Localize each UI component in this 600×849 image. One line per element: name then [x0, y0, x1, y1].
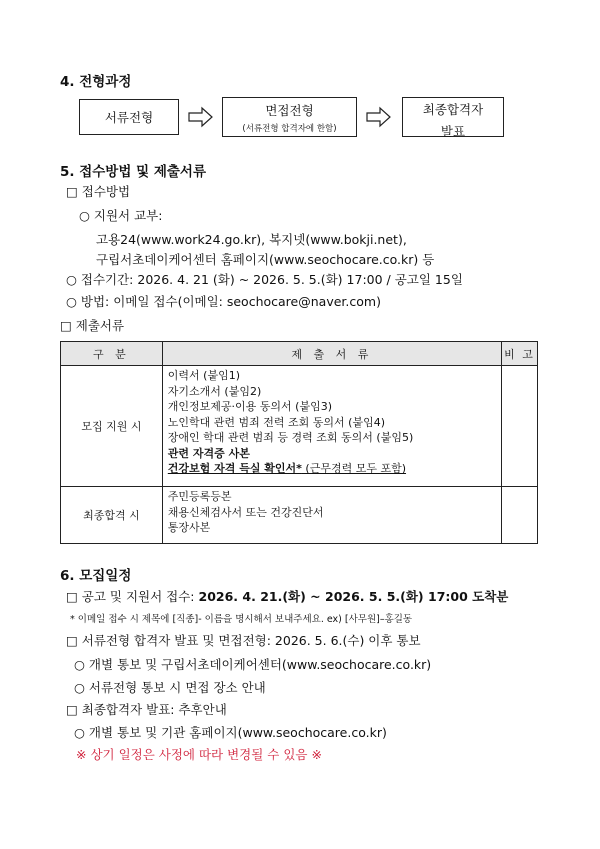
- process-step-final: [402, 97, 504, 137]
- process-step-note: (서류전형 합격자에 한함): [242, 124, 337, 134]
- schedule-document-result-sub2: ○ 서류전형 통보 시 면접 장소 안내: [74, 680, 266, 695]
- doc-item: 장애인 학대 관련 범죄 등 경력 조회 동의서 (붙임5): [167, 431, 414, 444]
- method-title: □ 접수방법: [66, 184, 131, 199]
- distribution-label: ○ 지원서 교부:: [79, 208, 163, 223]
- row-documents: [162, 366, 501, 487]
- row-remarks: [502, 487, 538, 544]
- section-4-heading: 4. 전형과정: [60, 74, 132, 90]
- row-remarks: [502, 366, 538, 487]
- schedule-change-warning: ※ 상기 일정은 사정에 따라 변경될 수 있음 ※: [76, 747, 322, 762]
- right-arrow-icon: [366, 106, 392, 128]
- schedule-document-result-sub1: ○ 개별 통보 및 구립서초데이케어센터(www.seochocare.co.kr): [74, 657, 432, 672]
- doc-item: 개인정보제공·이용 동의서 (붙임3): [167, 400, 333, 413]
- doc-item-health-insurance: [163, 461, 501, 477]
- process-step-interview: [222, 97, 357, 137]
- process-step-label-2: 발표: [440, 124, 466, 139]
- section-5-heading: 5. 접수방법 및 제출서류: [60, 164, 206, 180]
- col-header-documents: 제 출 서 류: [162, 342, 501, 366]
- doc-item: 노인학대 관련 범죄 전력 조회 동의서 (붙임4): [167, 415, 385, 429]
- doc-item: 채용신체검사서 또는 건강진단서: [167, 505, 324, 519]
- schedule-final-result: □ 최종합격자 발표: 추후안내: [66, 702, 227, 717]
- schedule-document-result: □ 서류전형 합격자 발표 및 면접전형: 2026. 5. 6.(수) 이후 통보: [66, 633, 421, 648]
- distribution-sites-2: 구립서초데이케어센터 홈페이지(www.seochocare.co.kr) 등: [96, 252, 435, 267]
- email-subject-note: * 이메일 접수 시 제목에 [직종]- 이름을 명시해서 보내주세요. ex) [사무원]–홍길동: [70, 614, 413, 625]
- table-row: [61, 487, 538, 544]
- table-row: [61, 366, 538, 487]
- process-step-label: 최종합격자: [422, 102, 484, 117]
- section-6-heading: 6. 모집일정: [60, 568, 132, 584]
- schedule-application: [66, 587, 508, 605]
- right-arrow-icon: [188, 106, 214, 128]
- row-label: 모집 지원 시: [61, 366, 163, 487]
- doc-item: 관련 자격증 사본: [167, 446, 250, 460]
- doc-item-note: (근무경력 모두 포함): [301, 462, 407, 475]
- col-header-remarks: 비 고: [502, 342, 538, 366]
- row-documents: [162, 487, 501, 544]
- doc-item: 자기소개서 (붙임2): [167, 384, 262, 398]
- process-step-label: 서류전형: [104, 110, 154, 125]
- application-method: ○ 방법: 이메일 접수(이메일: seochocare@naver.com): [66, 294, 381, 309]
- process-step-document: [79, 99, 179, 135]
- doc-item: 이력서 (붙임1): [167, 369, 241, 382]
- process-step-label: 면접전형: [265, 103, 314, 118]
- schedule-application-dates: 2026. 4. 21.(화) ~ 2026. 5. 5.(화) 17:00 도착분: [198, 589, 509, 604]
- row-label: 최종합격 시: [61, 487, 163, 544]
- documents-table: [60, 341, 538, 544]
- schedule-application-label: □ 공고 및 지원서 접수:: [66, 589, 199, 604]
- distribution-sites-1: 고용24(www.work24.go.kr), 복지넷(www.bokji.net),: [96, 232, 407, 247]
- table-header-row: [61, 342, 538, 366]
- doc-item-bold: 건강보험 자격 득실 확인서*: [167, 462, 302, 475]
- col-header-category: 구 분: [61, 342, 163, 366]
- docs-title: □ 제출서류: [60, 318, 125, 333]
- doc-item: 통장사본: [167, 521, 211, 534]
- schedule-final-result-sub1: ○ 개별 통보 및 기관 홈페이지(www.seochocare.co.kr): [74, 725, 387, 740]
- doc-item: 주민등록등본: [167, 490, 232, 503]
- application-period: ○ 접수기간: 2026. 4. 21 (화) ~ 2026. 5. 5.(화) 17:00 / 공고일 15일: [66, 272, 463, 287]
